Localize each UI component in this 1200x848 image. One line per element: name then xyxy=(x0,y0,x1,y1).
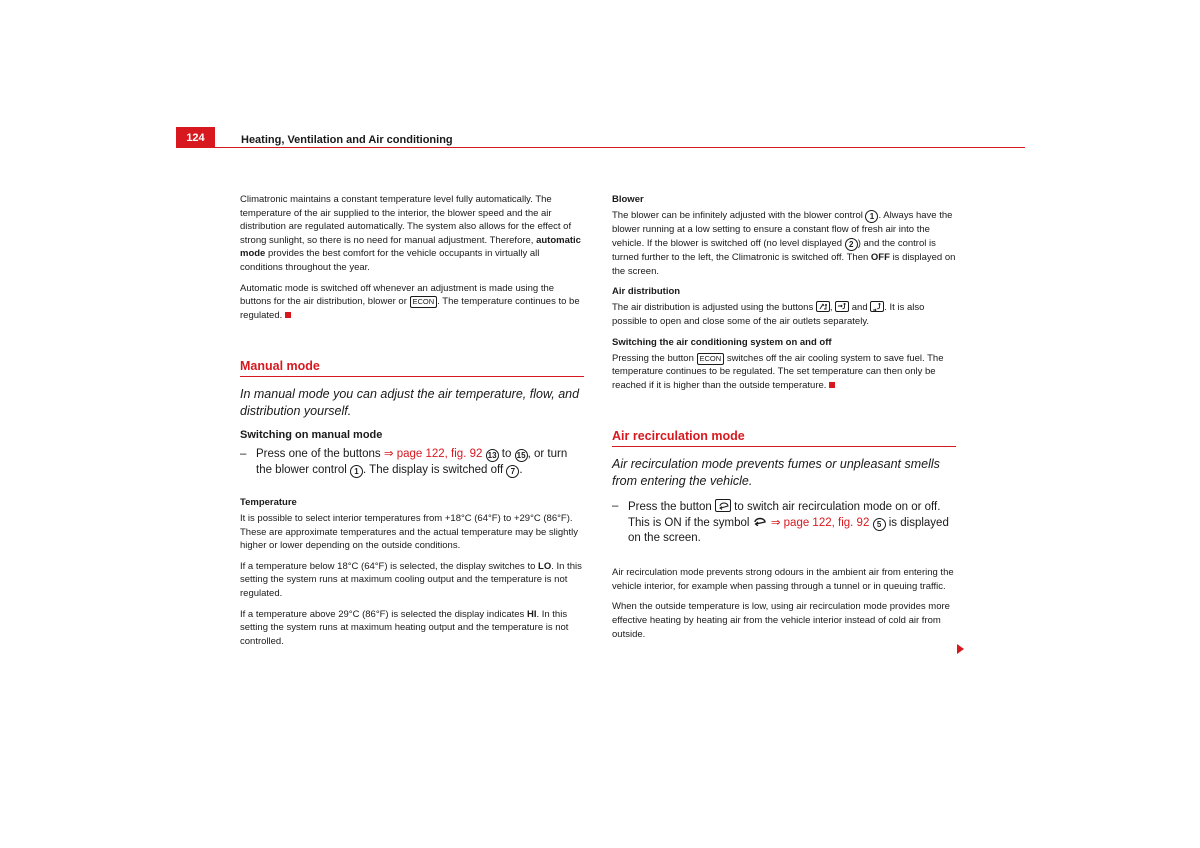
page-reference-link[interactable]: ⇒ page 122, fig. 92 xyxy=(770,516,870,529)
footwell-airflow-icon xyxy=(870,301,884,312)
switching-on-manual-heading: Switching on manual mode xyxy=(240,429,383,442)
left-column xyxy=(240,193,584,648)
recirculation-button-icon xyxy=(715,499,731,512)
callout-number: 5 xyxy=(873,518,886,531)
page-reference-link[interactable]: ⇒ page 122, fig. 92 xyxy=(383,448,483,461)
header-rule xyxy=(215,147,1025,148)
automatic-off-paragraph: Automatic mode is switched off whenever an adjustment is made using the buttons for the air distribution, blower or ECON . The temperature continues to be regulated. xyxy=(240,282,580,321)
windscreen-airflow-icon xyxy=(816,301,830,312)
callout-number: 15 xyxy=(515,449,528,462)
automatic-mode-paragraph: Climatronic maintains a constant temperature level fully automatically. The temperature of the air supplied to the interior, the blower speed and the air distribution are regulated automatically. The system also allows for the effect of strong sunlight, so there is no need for manual adjustment. Therefore, automatic mode provides the best comfort for the vehicle occupants in virtually all conditions throughout the year. xyxy=(240,194,581,273)
manual-mode-step: – Press one of the buttons ⇒ page 122, fig. 92 13 to 15 , or turn the blower control 1 . The display is switched off 7 . xyxy=(240,447,584,478)
aircon-switch-paragraph: Pressing the button ECON switches off the air cooling system to save fuel. The temperature continues to be regulated. The set temperature can then only be reached if it is higher than the outside temperature. xyxy=(612,352,944,391)
air-recirculation-heading: Air recirculation mode xyxy=(612,429,956,447)
blower-heading: Blower xyxy=(612,194,644,205)
right-column xyxy=(612,193,956,641)
page-number-badge: 124 xyxy=(176,127,215,148)
continue-arrow-icon xyxy=(957,644,964,654)
callout-number: 1 xyxy=(350,465,363,478)
air-recirculation-step: – Press the button to switch air recirculation mode on or off. This is ON if the symbol ⇒ page 122, fig. 92 5 is displayed on the screen. xyxy=(612,500,949,544)
blower-paragraph: The blower can be infinitely adjusted with the blower control 1 . Always have the blower running at a low setting to ensure a constant flow of fresh air into the vehicle. If the blower is switched off (no level displayed 2 ) and the control is turned further to the left, the Climatronic is switched off. Then OFF is displayed on the screen. xyxy=(612,210,956,277)
callout-number: 2 xyxy=(845,238,858,251)
temperature-lo-paragraph: If a temperature below 18°C (64°F) is selected, the display switches to LO. In this setting the system runs at maximum cooling output and the temperature is not regulated. xyxy=(240,560,582,599)
temperature-hi-paragraph: If a temperature above 29°C (86°F) is selected the display indicates HI. In this setting the system runs at maximum heating output and the temperature is not controlled. xyxy=(240,608,569,647)
chapter-title: Heating, Ventilation and Air conditioning xyxy=(241,134,453,146)
callout-number: 13 xyxy=(486,449,499,462)
recirculation-heating-paragraph: When the outside temperature is low, using air recirculation mode provides more effective heating by heating air from the vehicle interior instead of cold air from outside. xyxy=(612,601,950,640)
temperature-paragraph: It is possible to select interior temperatures from +18°C (64°F) to +29°C (86°F). These are approximate temperatures and the actual temperature may be slightly higher or lower depending on the outside conditions. xyxy=(240,512,578,552)
recirculation-symbol-icon xyxy=(753,516,768,526)
upper-body-airflow-icon xyxy=(835,301,849,312)
econ-key: ECON xyxy=(410,296,438,308)
aircon-switch-heading: Switching the air conditioning system on and off xyxy=(612,336,832,348)
section-end-mark xyxy=(285,312,291,318)
callout-number: 1 xyxy=(865,210,878,223)
callout-number: 7 xyxy=(506,465,519,478)
recirculation-odours-paragraph: Air recirculation mode prevents strong odours in the ambient air from entering the vehicle interior, for example when passing through a tunnel or in queuing traffic. xyxy=(612,567,954,592)
air-distribution-paragraph: The air distribution is adjusted using the buttons , and . It is also possible to open and close some of the air outlets separately. xyxy=(612,302,925,327)
temperature-heading: Temperature xyxy=(240,496,297,508)
econ-key: ECON xyxy=(697,353,725,365)
automatic-mode-term: automatic mode xyxy=(240,234,581,260)
manual-mode-heading: Manual mode xyxy=(240,359,584,377)
manual-mode-intro: In manual mode you can adjust the air temperature, flow, and distribution yourself. xyxy=(240,387,580,418)
section-end-mark xyxy=(829,382,835,388)
air-recirculation-intro: Air recirculation mode prevents fumes or unpleasant smells from entering the vehicle. xyxy=(612,457,940,488)
air-distribution-heading: Air distribution xyxy=(612,286,681,298)
